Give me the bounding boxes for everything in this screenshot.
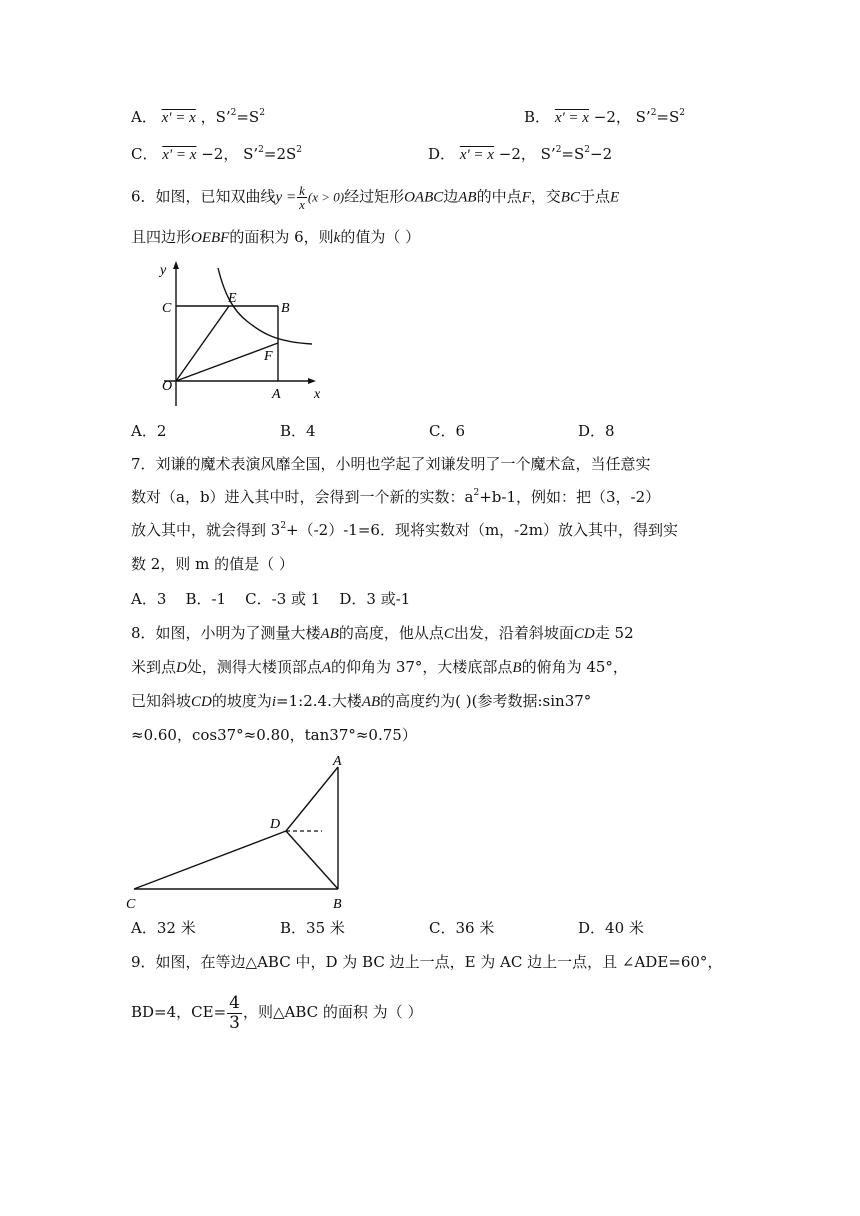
- q6-option-c: C．6: [429, 422, 466, 440]
- label-C: C: [162, 301, 172, 316]
- q8-option-b: B．35 米: [280, 919, 345, 937]
- q7-line-4: 数 2，则 m 的值是（ ）: [131, 555, 294, 573]
- fraction: $\frac{4}{3}$: [229, 992, 240, 1033]
- label-E: E: [228, 291, 237, 306]
- q6-option-a: A．2: [131, 422, 167, 440]
- q8-line-2: 米到点D处，测得大楼顶部点A的仰角为 37°，大楼底部点B的俯角为 45°，: [131, 658, 628, 676]
- q5-option-b: B． x' = x −2， $S’^2=S^2$: [524, 108, 686, 126]
- label-C: C: [126, 897, 136, 912]
- formula: x' = x: [459, 147, 494, 163]
- label-F: F: [264, 349, 273, 364]
- formula: x' = x: [554, 110, 589, 126]
- q6-line-1: 6．如图，已知双曲线y = $\frac{k}{x}$ (x > 0)经过矩形OABC边AB的中点F，交BC于点E: [131, 183, 620, 212]
- q9-line-1: 9．如图，在等边△ABC 中，D 为 BC 边上一点，E 为 AC 边上一点，且 ∠ADE=60°，: [131, 953, 723, 971]
- q7-line-1: 7．刘谦的魔术表演风靡全国，小明也学起了刘谦发明了一个魔术盒，当任意实: [131, 455, 651, 473]
- label-A: A: [272, 387, 281, 402]
- q9-line-2: BD=4，CE= $\frac{4}{3}$ ，则△ABC 的面积 为（ ）: [131, 992, 423, 1033]
- q8-option-d: D．40 米: [578, 919, 644, 937]
- label-D: D: [270, 817, 281, 832]
- q5-option-d: D． x' = x −2， $S’^2=S^2-2$: [428, 145, 613, 163]
- formula: x' = x: [162, 147, 197, 163]
- label-O: O: [162, 379, 173, 394]
- q6-line-2: 且四边形OEBF的面积为 6，则k的值为（ ）: [131, 228, 421, 246]
- q8-line-4: ≈0.60，cos37°≈0.80，tan37°≈0.75）: [131, 726, 417, 744]
- q6-option-b: B．4: [280, 422, 316, 440]
- q8-figure: [122, 752, 362, 912]
- q8-line-1: 8．如图，小明为了测量大楼AB的高度，他从点C出发，沿着斜坡面CD走 52: [131, 624, 634, 642]
- q7-line-3: 放入其中，就会得到 $3^2+(-2)-1=6$．现将实数对（m，-2m）放入其中，得到实: [131, 521, 679, 539]
- label-x: x: [314, 387, 321, 402]
- label-A: A: [333, 754, 342, 769]
- q6-option-d: D．8: [578, 422, 615, 440]
- q8-option-a: A．32 米: [131, 919, 196, 937]
- q7-options: A．3 B．-1 C．-3 或 1 D．3 或-1: [131, 590, 411, 608]
- label-B: B: [333, 897, 342, 912]
- q5-option-a: A． x' = x ，$S’^2=S^2$: [131, 108, 265, 126]
- label-B: B: [281, 301, 290, 316]
- q5-option-c: C． x' = x −2， $S’^2=2S^2$: [131, 145, 302, 163]
- q6-figure: [140, 258, 330, 408]
- q7-line-2: 数对（a，b）进入其中时，会得到一个新的实数：$a^2+b-1$，例如：把（3，-2）: [131, 488, 661, 506]
- q8-line-3: 已知斜坡CD的坡度为i=1:2.4.大楼AB的高度约为( )(参考数据:sin37°: [131, 692, 592, 710]
- q8-option-c: C．36 米: [429, 919, 495, 937]
- fraction: $\frac{k}{x}$: [299, 183, 305, 212]
- formula: x' = x: [161, 110, 196, 126]
- label-y: y: [160, 263, 167, 278]
